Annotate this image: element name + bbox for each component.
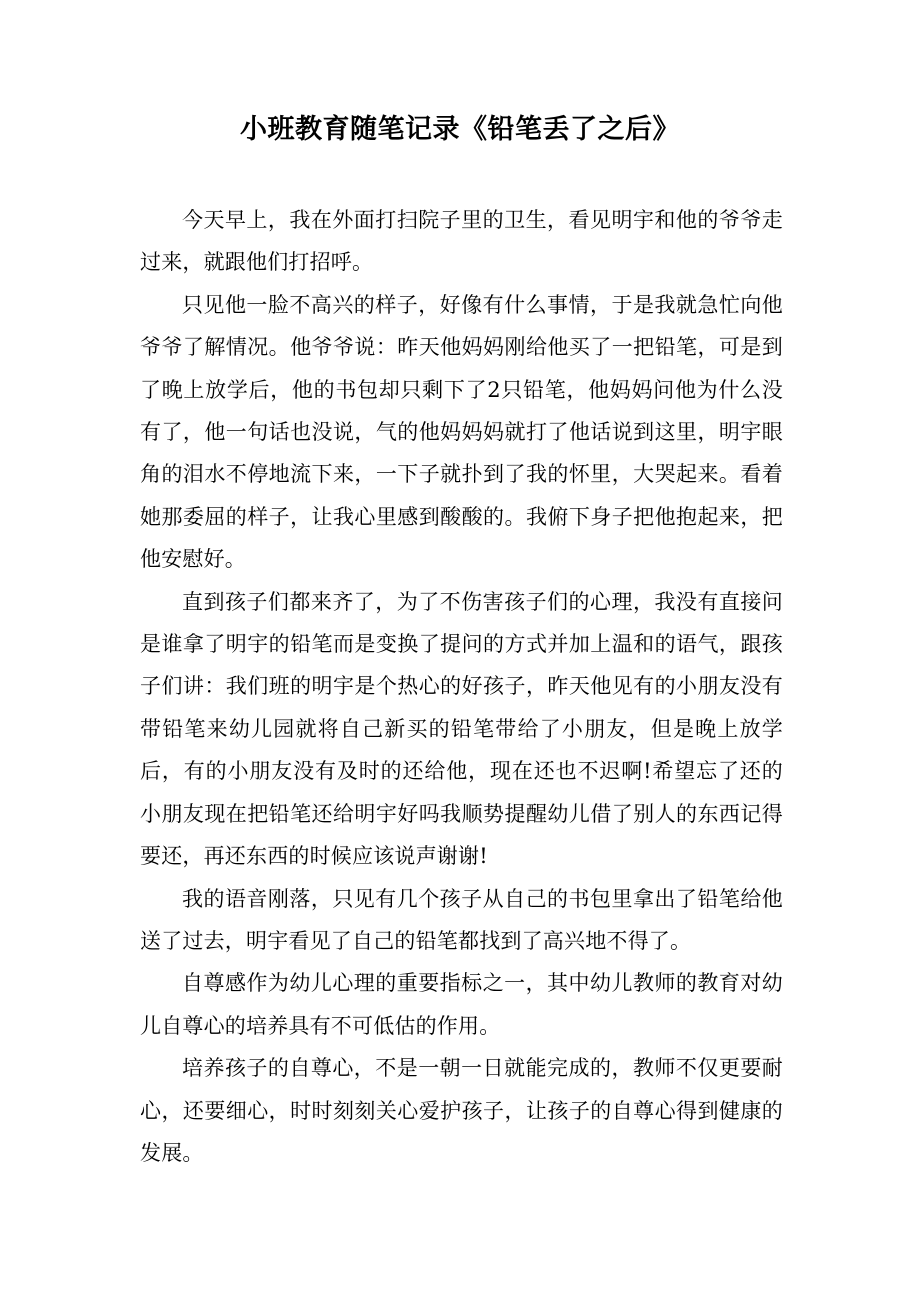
paragraph-3: 直到孩子们都来齐了，为了不伤害孩子们的心理，我没有直接问是谁拿了明宇的铅笔而是变换了提问的方式并加上温和的语气，跟孩子们讲：我们班的明宇是个热心的好孩子，昨天他见有的小朋友没有带铅笔来幼儿园就将自己新买的铅笔带给了小朋友，但是晚上放学后，有的小朋友没有及时的还给他，现在还也不迟啊!希望忘了还的小朋友现在把铅笔还给明宇好吗我顺势提醒幼儿借了别人的东西记得要还，再还东西的时候应该说声谢谢! (140, 589, 783, 869)
document-title: 小班教育随笔记录《铅笔丢了之后》 (240, 114, 680, 145)
paragraph-4: 我的语音刚落，只见有几个孩子从自己的书包里拿出了铅笔给他送了过去，明宇看见了自己的铅笔都找到了高兴地不得了。 (140, 886, 783, 953)
paragraph-6: 培养孩子的自尊心，不是一朝一日就能完成的，教师不仅更要耐心，还要细心，时时刻刻关心爱护孩子，让孩子的自尊心得到健康的发展。 (140, 1056, 783, 1165)
paragraph-1: 今天早上，我在外面打扫院子里的卫生，看见明宇和他的爷爷走过来，就跟他们打招呼。 (140, 208, 783, 275)
paragraph-2: 只见他一脸不高兴的样子，好像有什么事情，于是我就急忙向他爷爷了解情况。他爷爷说：昨天他妈妈刚给他买了一把铅笔，可是到了晚上放学后，他的书包却只剩下了2只铅笔，他妈妈问他为什么没有了，他一句话也没说，气的他妈妈妈就打了他话说到这里，明宇眼角的泪水不停地流下来，一下子就扑到了我的怀里，大哭起来。看着她那委屈的样子，让我心里感到酸酸的。我俯下身子把他抱起来，把他安慰好。 (140, 292, 783, 572)
document-body (140, 199, 783, 1174)
paragraph-5: 自尊感作为幼儿心理的重要指标之一，其中幼儿教师的教育对幼儿自尊心的培养具有不可低估的作用。 (140, 971, 783, 1038)
